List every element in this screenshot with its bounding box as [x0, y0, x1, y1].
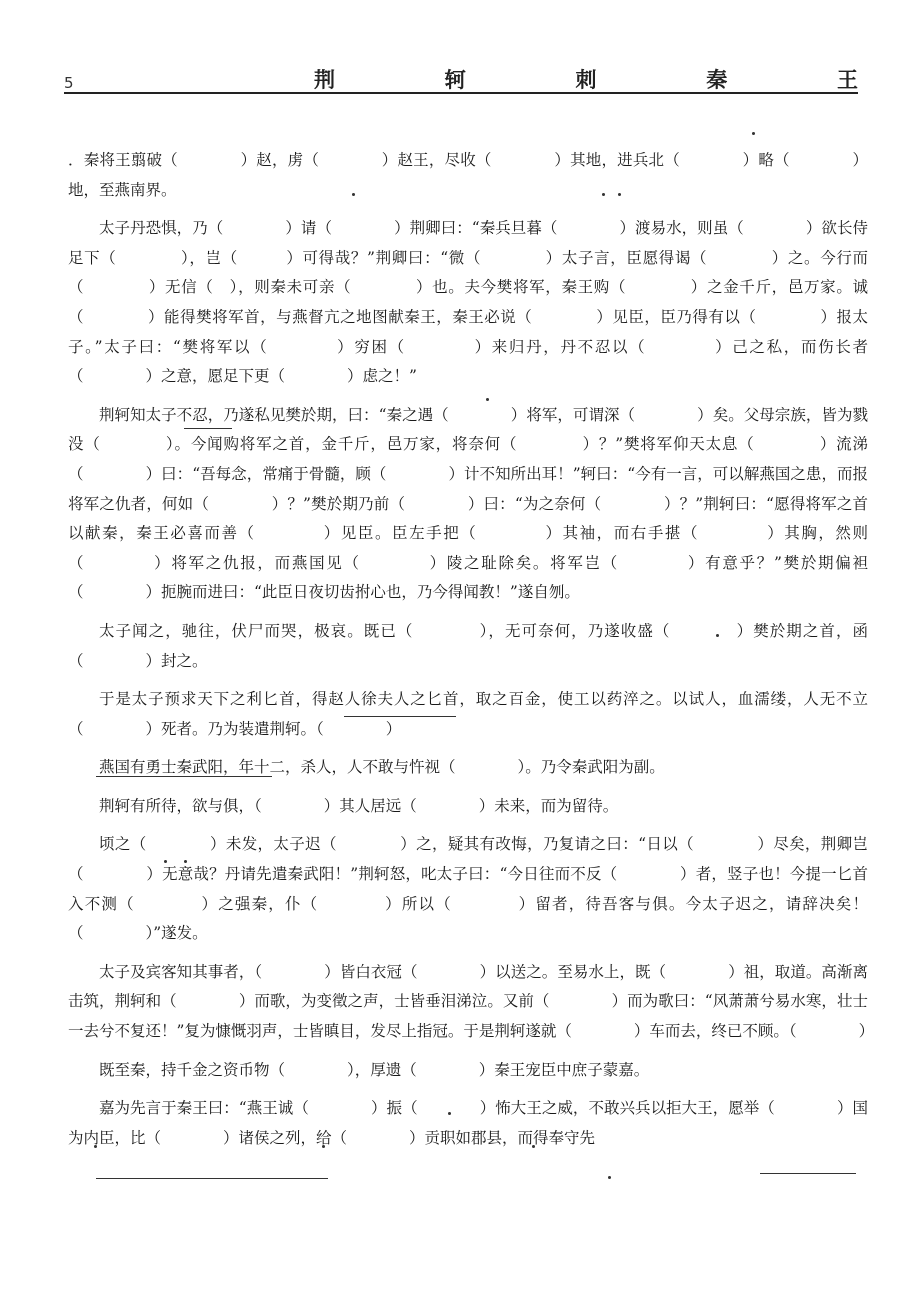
title-char: 荆 [314, 68, 335, 92]
title-char: 刺 [575, 68, 597, 92]
paragraph: 太子及宾客知其事者，（ ）皆白衣冠（ ）以送之。至易水上，既（ ）祖，取道。高渐离击筑，荆轲和（ ）而歌，为变徵之声，士皆垂泪涕泣。又前（ ）而为歌曰：“风萧萧兮易水寒，壮士一去兮不复还！”复为慷慨羽声，士皆瞋目，发尽上指冠。于是荆轲遂就（ ）车而去，终已不顾。（ ） [68, 962, 875, 1041]
page-title [314, 64, 858, 94]
paragraph: 顷之（ ）未发，太子迟（ ）之，疑其有改悔，乃复请之曰：“日以（ ）尽矣，荆卿岂（ ）无意哉？丹请先遣秦武阳！”荆轲怒，叱太子曰：“今日往而不反（ ）者，竖子也！今提一匕首入不测（ ）之强秦，仆（ ）所以（ ）留者，待吾客与俱。今太子迟之，请辞决矣！（ ）”遂发。 [68, 835, 868, 943]
title-char: 王 [837, 68, 858, 92]
paragraph: 荆轲有所待，欲与俱，（ ）其人居远（ ）未来，而为留待。 [99, 796, 619, 815]
body-text [68, 146, 875, 1162]
page-number: 5 [64, 74, 74, 92]
scan-rule [96, 1178, 328, 1179]
paragraph: ．秦将王翦破（ ）赵，虏（ ）赵王，尽收（ ）其地，进兵北（ ）略（ ）地，至燕南界。 [68, 151, 868, 199]
title-char: 轲 [444, 68, 466, 92]
paragraph: 既至秦，持千金之资币物（ ），厚遗（ ）秦王宠臣中庶子蒙嘉。 [99, 1060, 650, 1079]
paragraph: 太子丹恐惧，乃（ ）请（ ）荆卿曰：“秦兵旦暮（ ）渡易水，则虽（ ）欲长侍足下（ ），岂（ ）可得哉？”荆卿曰：“微（ ）太子言，臣愿得谒（ ）之。今行而（ ）无信（ ），则秦未可亲（ ）也。夫今樊将军，秦王购（ ）之金千斤，邑万家。诚（ ）能得樊将军首，与燕督亢之地图献秦王，秦王必说（ ）见臣，臣乃得有以（ ）报太子。”太子曰：“樊将军以（ ）穷困（ ）来归丹，丹不忍以（ ）己之私，而伤长者（ ）之意，愿足下更（ ）虑之！” [68, 219, 868, 386]
paragraph: 嘉为先言于秦王曰：“燕王诚（ ）振（ ）怖大王之威，不敢兴兵以拒大王，愿举（ ）国为内臣，比（ ）诸侯之列，给（ ）贡职如郡县，而得奉守先 [68, 1099, 868, 1147]
page-header [64, 62, 858, 94]
scan-speck [608, 1176, 611, 1179]
scan-speck [752, 132, 755, 135]
paragraph: 于是太子预求天下之利匕首，得赵人徐夫人之匕首，取之百金，使工以药淬之。以试人，血濡缕，人无不立（ ）死者。乃为装遣荆轲。（ ） [68, 690, 868, 738]
paragraph: 燕国有勇士秦武阳，年十二，杀人，人不敢与忤视（ ）。乃令秦武阳为副。 [99, 758, 665, 777]
title-char: 秦 [706, 68, 728, 92]
paragraph: 荆轲知太子不忍，乃遂私见樊於期，曰：“秦之遇（ ）将军，可谓深（ ）矣。父母宗族，皆为戮没（ ）。今闻购将军之首，金千斤，邑万家，将奈何（ ）？”樊将军仰天太息（ ）流涕（ ）曰：“吾每念，常痛于骨髓，顾（ ）计不知所出耳！”轲曰：“今有一言，可以解燕国之患，而报将军之仇者，何如（ ）？”樊於期乃前（ ）曰：“为之奈何（ ）？”荆轲曰：“愿得将军之首以献秦，秦王必喜而善（ ）见臣。臣左手把（ ）其袖，而右手揕（ ）其胸，然则（ ）将军之仇报，而燕国见（ ）陵之耻除矣。将军岂（ ）有意乎？”樊於期偏袒（ ）扼腕而进曰：“此臣日夜切齿拊心也，乃今得闻教！”遂自刎。 [68, 405, 868, 602]
paragraph: 太子闻之，驰往，伏尸而哭，极哀。既已（ ），无可奈何，乃遂收盛（ ）樊於期之首，函（ ）封之。 [68, 621, 868, 670]
scan-rule [760, 1173, 856, 1174]
